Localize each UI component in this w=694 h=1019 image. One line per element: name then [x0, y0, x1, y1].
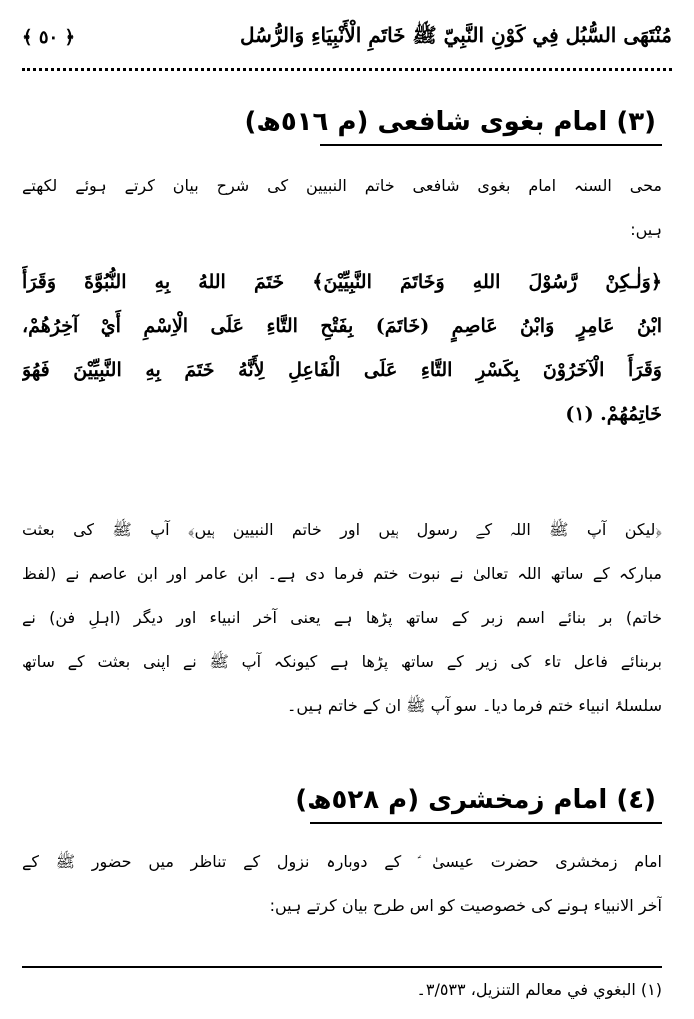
text-line: امام زمخشری حضرت عیسیٰ ؑ کے دوبارہ نزول کے تناظر میں حضور ﷺ کے: [22, 852, 662, 871]
arabic-line: ابْنُ عَامِرٍ وَابْنُ عَاصِمٍ (خَاتَمَ) بِفَتْحِ التَّاءِ عَلَى الْاِسْمِ أَيْ آخِرُهُمْ،: [22, 315, 662, 337]
text-line: بربنائے فاعل تاء کی زیر کے ساتھ پڑھا ہے کیونکہ آپ ﷺ نے اپنی بعثت کے ساتھ: [22, 652, 662, 671]
running-header: [22, 18, 672, 56]
footnote-divider: [22, 966, 662, 968]
arabic-line: خَاتِمُهُمْ. (١): [565, 403, 662, 425]
section-heading-text: (٤) امام زمخشری (م ٥٢٨ھ): [295, 785, 656, 815]
text-line: سلسلۂ انبیاء ختم فرما دیا۔ سو آپ ﷺ ان کے خاتم ہیں۔: [287, 696, 662, 715]
paragraph-intro-baghawi: [22, 164, 662, 252]
text-line: ہیں:: [630, 220, 662, 239]
page-number: ﴿ ٥٠ ﴾: [22, 26, 75, 48]
header-divider: [22, 68, 672, 71]
book-title: مُنْتَهَى السُّبُل فِي كَوْنِ النَّبِيّ ﷺ خَاتَمِ الْأَنْبِيَاءِ وَالرُّسُل: [239, 22, 672, 47]
arabic-line: وَقَرَأَ الْآخَرُوْنَ بِكَسْرِ التَّاءِ عَلَى الْفَاعِلِ لِأَنَّهُ خَتَمَ بِهِ النَّبِيِّيْنَ فَهُوَ: [22, 359, 662, 381]
arabic-line: ﴿وَلٰـكِنْ رَّسُوْلَ اللهِ وَخَاتَمَ النَّبِيِّيْنَ﴾ خَتَمَ اللهُ بِهِ النُّبُوَّةَ وَقَرَأَ: [22, 271, 662, 293]
text-line: ﴿لیکن آپ ﷺ اللہ کے رسول ہیں اور خاتم النبیین ہیں﴾ آپ ﷺ کی بعثت: [22, 520, 662, 539]
section-heading-text: (٣) امام بغوی شافعی (م ٥١٦ھ): [244, 107, 656, 137]
section-heading-baghawi: [244, 100, 662, 146]
text-line: خاتم) بر بنائے اسم زبر کے ساتھ پڑھا ہے یعنی آخر انبیاء اور دیگر (اہلِ فن) نے: [22, 608, 662, 627]
footnote: (١) البغوي في معالم التنزيل، ٣/٥٣٣۔: [416, 980, 662, 999]
text-line: محی السنہ امام بغوی شافعی خاتم النبیین کی شرح بیان کرتے ہوئے لکھتے: [22, 176, 662, 195]
text-line: مبارکہ کے ساتھ اللہ تعالیٰ نے نبوت ختم فرما دی ہے۔ ابن عامر اور ابن عاصم نے (لفظ: [22, 564, 662, 583]
section-heading-zamakhshari: [295, 778, 662, 824]
urdu-translation: [22, 508, 662, 728]
text-line: آخر الانبیاء ہونے کی خصوصیت کو اس طرح بیان کرتے ہیں:: [269, 896, 662, 915]
arabic-quote: [22, 260, 662, 436]
paragraph-intro-zamakhshari: [22, 840, 662, 928]
